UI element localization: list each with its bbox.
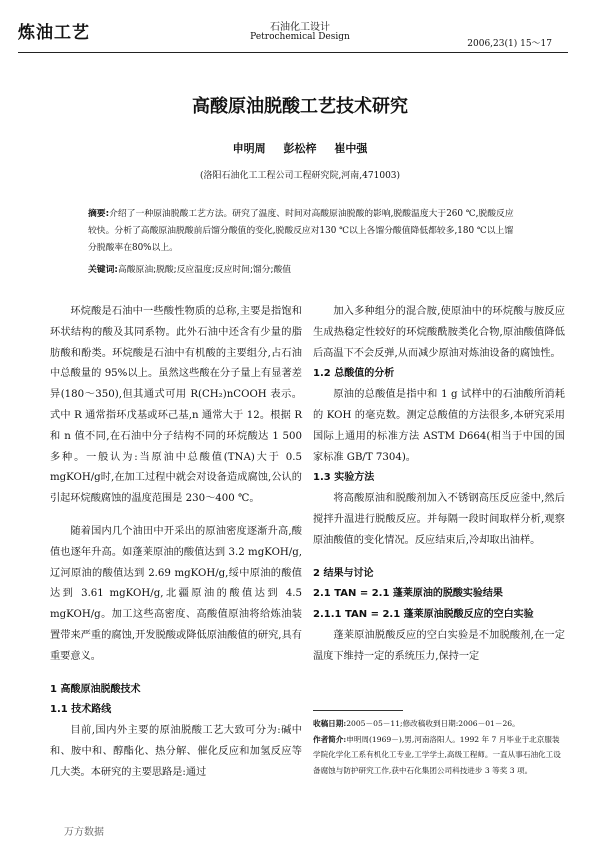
- authors: 申明周 彭松梓 崔中强: [232, 142, 368, 155]
- journal-name-en: Petrochemical Design: [250, 32, 350, 42]
- keywords: [88, 262, 518, 275]
- journal-name-cn: 石油化工设计: [270, 22, 330, 33]
- subsection-heading: 1.1 技术路线: [50, 704, 112, 716]
- author-bio-label: 作者简介:: [313, 734, 347, 744]
- subsection-heading: 1.2 总酸值的分析: [313, 368, 395, 380]
- subsubsection-heading: 2.1.1 TAN = 2.1 蓬莱原油脱酸反应的空白实验: [313, 609, 534, 621]
- abstract-label: 摘要:: [88, 209, 110, 219]
- header-rule: [18, 52, 568, 53]
- subsection-heading: 2.1 TAN = 2.1 蓬莱原油的脱酸实验结果: [313, 588, 503, 600]
- paper-title: 高酸原油脱酸工艺技术研究: [192, 96, 408, 117]
- paragraph: 加入多种组分的混合胺,使原油中的环烷酸与胺反应生成热稳定性较好的环烷酸酰胺类化合物,原油酸值降低后高温下不会反弹,从而减少原油对炼油设备的腐蚀性。: [313, 306, 565, 359]
- left-column: [50, 302, 302, 784]
- footnote-rule: [313, 710, 403, 711]
- abstract: [88, 206, 518, 257]
- paragraph: 目前,国内外主要的原油脱酸工艺大致可分为:碱中和、胺中和、醇酯化、热分解、催化反应和加氢反应等几大类。本研究的主要思路是:通过: [50, 725, 302, 778]
- paragraph: 原油的总酸值是指中和 1 g 试样中的石油酸所消耗的 KOH 的毫克数。测定总酸值的方法很多,本研究采用国际上通用的标准方法 ASTM D664(相当于中国的国家标准 GB/T 7304)。: [313, 389, 565, 463]
- paragraph: 蓬莱原油脱酸反应的空白实验是不加脱酸剂,在一定温度下维持一定的系统压力,保持一定: [313, 629, 565, 662]
- paragraph: 环烷酸是石油中一些酸性物质的总称,主要是指饱和环状结构的酸及其同系物。此外石油中还含有少量的脂肪酸和酚类。环烷酸是石油中有机酸的主要组分,占石油中总酸量的 95%以上。虽然这些酸在分子量上有显著差异(180～350),但其通式可用 R(CH₂)nCOOH 表示。式中 R 通常指环戊基或环己基,n 通常大于 12。根据 R 和 n 值不同,在石油中分子结构不同的环烷酸达 1 500 多种。一般认为:当原油中总酸值(TNA)大于 0.5 mgKOH/g时,在加工过程中就会对设备造成腐蚀,公认的引起环烷酸腐蚀的温度范围是 230～400 ℃。: [50, 306, 302, 505]
- footnote: [313, 716, 565, 778]
- abstract-text: 介绍了一种原油脱酸工艺方法。研究了温度、时间对高酸原油脱酸的影响,脱酸温度大于260 ℃,脱酸反应较快。分析了高酸原油脱酸前后馏分酸值的变化,脱酸反应对130 ℃以上各馏分酸值降低都较多,180 ℃以上馏分脱酸率在80%以上。: [88, 209, 514, 253]
- received-label: 收稿日期:: [313, 719, 347, 728]
- author-bio: 申明周(1969－),男,河南洛阳人。1992 年 7 月毕业于北京服装学院化学化工系有机化工专业,工学学士,高级工程师。一直从事石油化工设备腐蚀与防护研究工作,获中石化集团公司科技进步 3 等奖 3 项。: [313, 734, 561, 775]
- paragraph: 将高酸原油和脱酸剂加入不锈钢高压反应釜中,然后搅拌升温进行脱酸反应。并每隔一段时间取样分析,观察原油酸值的变化情况。反应结束后,冷却取出油样。: [313, 493, 565, 546]
- keywords-label: 关键词:: [88, 265, 118, 275]
- received-date: 2005－05－11;修改稿收到日期:2006－01－26。: [346, 719, 520, 728]
- subsection-heading: 1.3 实验方法: [313, 472, 375, 484]
- right-column: [313, 302, 565, 668]
- section-heading: 1 高酸原油脱酸技术: [50, 683, 141, 695]
- section-heading: 2 结果与讨论: [313, 567, 374, 579]
- issue-info: 2006,23(1) 15～17: [467, 39, 552, 49]
- keywords-text: 高酸原油;脱酸;反应温度;反应时间;馏分;酸值: [117, 265, 292, 275]
- paragraph: 随着国内几个油田中开采出的原油密度逐渐升高,酸值也逐年升高。如蓬莱原油的酸值达到 3.2 mgKOH/g,辽河原油的酸值达到 2.69 mgKOH/g,绥中原油的酸值达到 3.61 mgKOH/g,北疆原油的酸值达到 4.5 mgKOH/g。加工这些高密度、高酸值原油将给炼油装置带来严重的腐蚀,开发脱酸或降低原油酸值的研究,具有重要意义。: [50, 525, 302, 662]
- watermark: 万方数据: [64, 827, 104, 838]
- section-label: 炼油工艺: [18, 23, 90, 43]
- affiliation: (洛阳石油化工工程公司工程研究院,河南,471003): [199, 171, 401, 181]
